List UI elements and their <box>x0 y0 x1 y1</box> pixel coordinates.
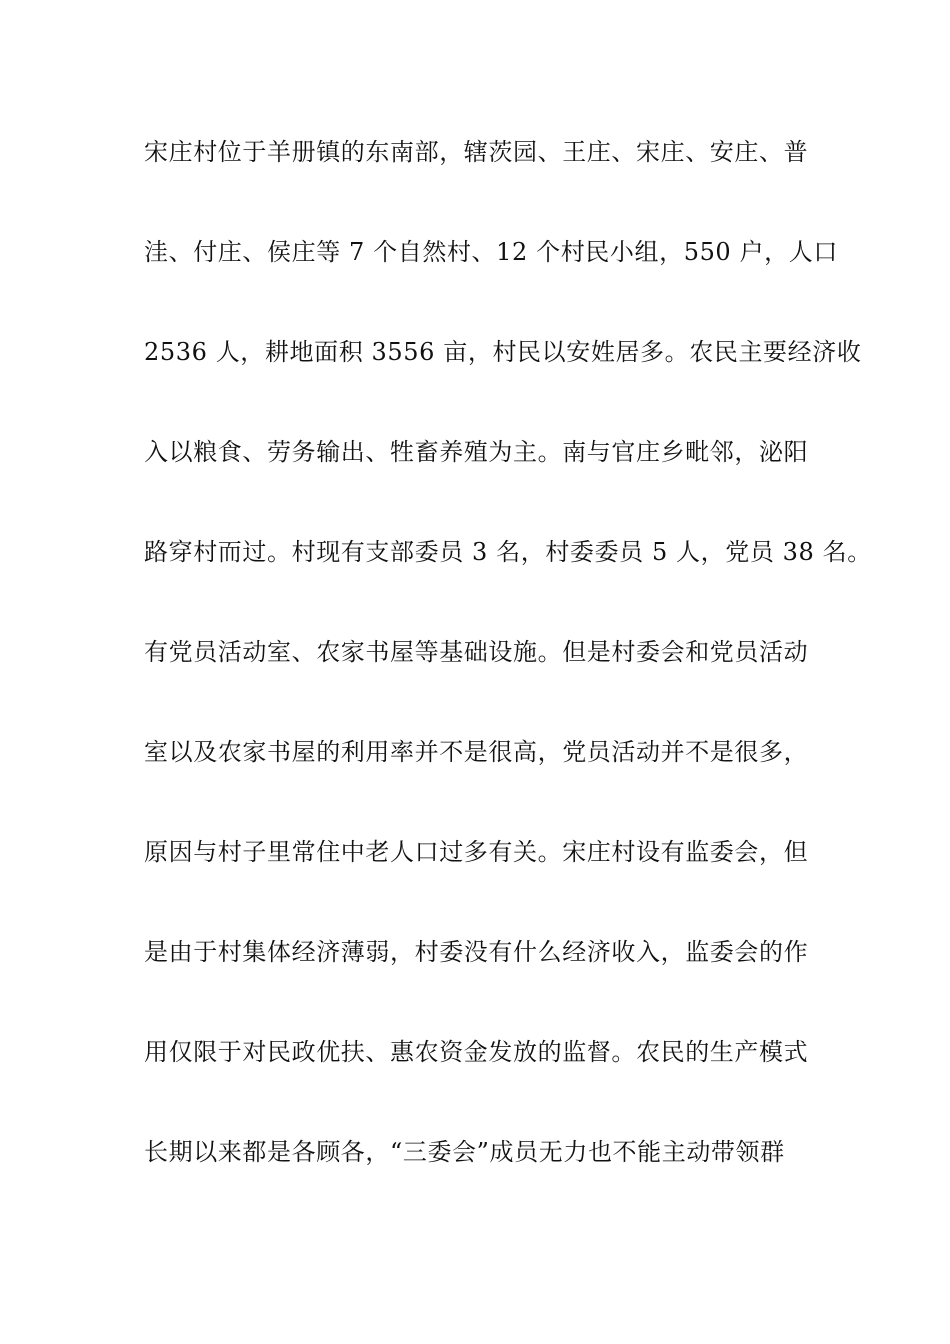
text-line: 宋庄村位于羊册镇的东南部，辖茨园、王庄、宋庄、安庄、普 <box>144 138 809 166</box>
text-line: 原因与村子里常住中老人口过多有关。宋庄村设有监委会，但 <box>144 838 809 866</box>
text-line: 室以及农家书屋的利用率并不是很高，党员活动并不是很多， <box>144 738 809 766</box>
text-line: 路穿村而过。村现有支部委员 3 名，村委委员 5 人，党员 38 名。 <box>144 538 872 566</box>
text-line: 2536 人，耕地面积 3556 亩，村民以安姓居多。农民主要经济收 <box>144 338 862 366</box>
body-text <box>144 128 872 1228</box>
text-line: 是由于村集体经济薄弱，村委没有什么经济收入，监委会的作 <box>144 938 809 966</box>
text-line: 长期以来都是各顾各，“三委会”成员无力也不能主动带领群 <box>144 1138 785 1166</box>
text-line: 有党员活动室、农家书屋等基础设施。但是村委会和党员活动 <box>144 638 809 666</box>
text-line: 入以粮食、劳务输出、牲畜养殖为主。南与官庄乡毗邻，泌阳 <box>144 438 809 466</box>
text-line: 洼、付庄、侯庄等 7 个自然村、12 个村民小组，550 户，人口 <box>144 238 838 266</box>
text-line: 用仅限于对民政优扶、惠农资金发放的监督。农民的生产模式 <box>144 1038 809 1066</box>
